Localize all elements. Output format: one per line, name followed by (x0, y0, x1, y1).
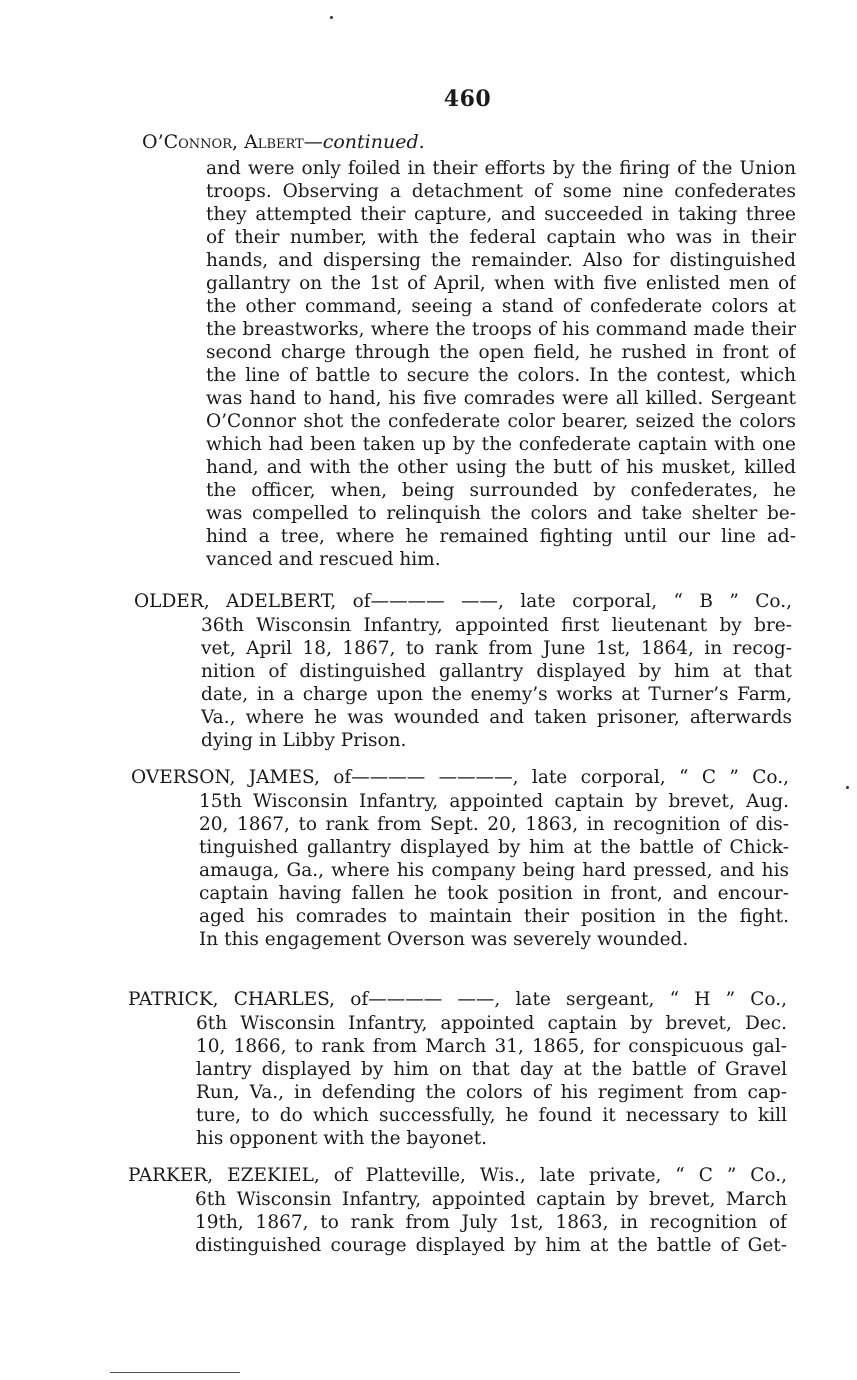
entry-line: tinguished gallantry displayed by him at the battle of Chick- (199, 837, 789, 858)
print-speck (846, 786, 849, 789)
entry-first-line: OVERSON, JAMES, of———— ————, late corporal, “ C ” Co., (131, 767, 789, 788)
entry-line: captain having fallen he took position in front, and encour- (199, 883, 789, 904)
entry-line: date, in a charge upon the enemy’s works at Turner’s Farm, (201, 684, 792, 705)
entry-line: hand, and with the other using the butt of his musket, killed (206, 457, 796, 478)
entry-line: 36th Wisconsin Infantry, appointed first lieutenant by bre- (201, 615, 792, 636)
entry-line: which had been taken up by the confederate captain with one (206, 434, 796, 455)
entry-line: 6th Wisconsin Infantry, appointed captain by brevet, Dec. (196, 1013, 787, 1034)
entry-heading-name: O’Connor, Albert (142, 131, 304, 153)
entry-line: amauga, Ga., where his company being hard pressed, and his (199, 860, 789, 881)
entry-line: ture, to do which successfully, he found it necessary to kill (196, 1105, 787, 1126)
entry-line: the other command, seeing a stand of confederate colors at (206, 296, 796, 317)
entry-line: O’Connor shot the confederate color bearer, seized the colors (206, 411, 796, 432)
entry-first-line: OLDER, ADELBERT, of———— ——, late corporal, “ B ” Co., (134, 591, 792, 612)
entry-line: the officer, when, being surrounded by confederates, he (206, 480, 796, 501)
entry-line: 19th, 1867, to rank from July 1st, 1863, in recognition of (195, 1212, 787, 1233)
entry-line: Va., where he was wounded and taken prisoner, afterwards (201, 707, 792, 728)
entry-first-line: PATRICK, CHARLES, of———— ——, late sergeant, “ H ” Co., (128, 989, 787, 1010)
entry-line: aged his comrades to maintain their position in the fight. (199, 906, 789, 927)
entry-line: 10, 1866, to rank from March 31, 1865, for conspicuous gal- (196, 1036, 787, 1057)
entry-line: vet, April 18, 1867, to rank from June 1st, 1864, in recog- (201, 638, 792, 659)
print-speck (330, 16, 333, 19)
entry-line: hands, and dispersing the remainder. Also for distinguished (206, 250, 796, 271)
entry-line: was hand to hand, his five comrades were all killed. Sergeant (206, 388, 796, 409)
entry-line: second charge through the open field, he rushed in front of (206, 342, 796, 363)
entry-line: troops. Observing a detachment of some nine confederates (206, 181, 796, 202)
entry-line: 6th Wisconsin Infantry, appointed captain by brevet, March (195, 1189, 787, 1210)
entry-line: and were only foiled in their efforts by the firing of the Union (206, 158, 796, 179)
entry-line: his opponent with the bayonet. (196, 1128, 488, 1149)
entry-line: vanced and rescued him. (206, 549, 441, 570)
entry-line: they attempted their capture, and succeeded in taking three (206, 204, 796, 225)
entry-line: dying in Libby Prison. (201, 730, 407, 751)
entry-line: In this engagement Overson was severely wounded. (199, 929, 689, 950)
footer-rule (110, 1372, 240, 1373)
entry-line: of their number, with the federal captain who was in their (206, 227, 796, 248)
entry-line: gallantry on the 1st of April, when with five enlisted men of (206, 273, 796, 294)
entry-heading-suffix: —continued. (303, 131, 425, 153)
entry-line: 15th Wisconsin Infantry, appointed captain by brevet, Aug. (199, 791, 789, 812)
entry-first-line: PARKER, EZEKIEL, of Platteville, Wis., late private, “ C ” Co., (128, 1165, 787, 1186)
entry-line: the line of battle to secure the colors. In the contest, which (206, 365, 796, 386)
entry-line: nition of distinguished gallantry displayed by him at that (201, 661, 792, 682)
entry-line: was compelled to relinquish the colors and take shelter be- (206, 503, 796, 524)
entry-line: Run, Va., in defending the colors of his regiment from cap- (196, 1082, 787, 1103)
entry-line: distinguished courage displayed by him at the battle of Get- (195, 1235, 787, 1256)
entry-heading (142, 131, 425, 154)
entry-line: the breastworks, where the troops of his command made their (206, 319, 796, 340)
page-number: 460 (443, 86, 492, 112)
entry-line: hind a tree, where he remained fighting until our line ad- (206, 526, 796, 547)
entry-line: 20, 1867, to rank from Sept. 20, 1863, in recognition of dis- (199, 814, 789, 835)
entry-line: lantry displayed by him on that day at the battle of Gravel (196, 1059, 787, 1080)
